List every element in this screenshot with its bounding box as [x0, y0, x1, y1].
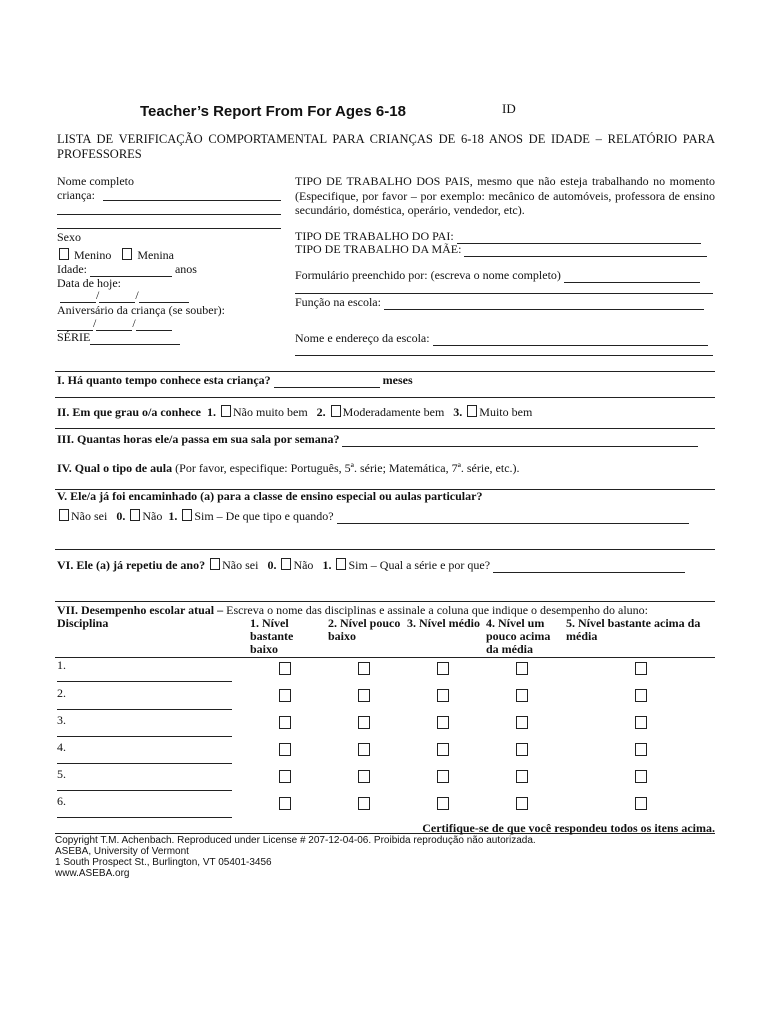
divider	[55, 371, 715, 372]
q6-field[interactable]	[493, 562, 685, 573]
question-5-options: Não sei 0. Não 1. Sim – De que tipo e quando?	[57, 509, 689, 524]
rating-checkbox-row6-col1[interactable]	[279, 797, 291, 810]
funcao-field[interactable]	[384, 299, 704, 310]
q2-option-3-checkbox[interactable]	[467, 405, 477, 417]
rating-checkbox-row2-col3[interactable]	[437, 689, 449, 702]
rating-checkbox-row6-col3[interactable]	[437, 797, 449, 810]
preenchido-field[interactable]	[564, 272, 700, 283]
subject-field[interactable]	[57, 817, 232, 818]
data-hoje-field[interactable]: / /	[60, 288, 189, 303]
rating-checkbox-row4-col4[interactable]	[516, 743, 528, 756]
col-nivel-3: 3. Nível médio	[407, 616, 480, 630]
performance-title: VII. Desempenho escolar atual – Escreva o nome das disciplinas e assinale a coluna que indique o desempenho do aluno:	[57, 603, 648, 617]
rating-checkbox-row3-col3[interactable]	[437, 716, 449, 729]
preenchido-extra-line[interactable]	[295, 293, 713, 294]
mae-field[interactable]	[464, 246, 707, 257]
col-nivel-4: 4. Nível um pouco acima da média	[486, 616, 551, 656]
rating-checkbox-row6-col2[interactable]	[358, 797, 370, 810]
escola-field[interactable]	[433, 335, 708, 346]
rating-checkbox-row1-col4[interactable]	[516, 662, 528, 675]
idade-label: Idade:	[57, 262, 87, 276]
q5-field[interactable]	[337, 513, 689, 524]
menina-label: Menina	[137, 248, 174, 262]
preenchido-label: Formulário preenchido por: (escreva o nome completo)	[295, 268, 561, 282]
divider	[55, 428, 715, 429]
nome-label: Nome completo	[57, 174, 134, 188]
name-field-line-3[interactable]	[57, 228, 281, 229]
subject-field[interactable]	[57, 763, 232, 764]
aniversario-field[interactable]: / /	[57, 316, 172, 331]
subject-field[interactable]	[57, 681, 232, 682]
anos-label: anos	[174, 262, 197, 276]
rating-checkbox-row4-col5[interactable]	[635, 743, 647, 756]
subject-field[interactable]	[57, 709, 232, 710]
name-field-line-1[interactable]	[103, 200, 281, 201]
divider	[55, 397, 715, 398]
question-3: III. Quantas horas ele/a passa em sua sala por semana?	[57, 432, 698, 447]
form-subtitle: LISTA DE VERIFICAÇÃO COMPORTAMENTAL PARA CRIANÇAS DE 6-18 ANOS DE IDADE – RELATÓRIO PARA PROFESSORES	[57, 132, 715, 161]
footer-copyright: Copyright T.M. Achenbach. Reproduced under License # 207-12-04-06. Proibida reprodução não autorizada.	[55, 835, 536, 846]
funcao-row	[295, 295, 704, 310]
subject-field[interactable]	[57, 790, 232, 791]
col-nivel-2: 2. Nível pouco baixo	[328, 616, 401, 643]
menina-checkbox[interactable]	[122, 248, 132, 260]
q6-sim-checkbox[interactable]	[336, 558, 346, 570]
rating-checkbox-row3-col1[interactable]	[279, 716, 291, 729]
footer-org: ASEBA, University of Vermont	[55, 846, 189, 857]
id-label: ID	[502, 101, 516, 116]
question-5: V. Ele/a já foi encaminhado (a) para a classe de ensino especial ou aulas particular?	[57, 489, 483, 503]
rating-checkbox-row5-col1[interactable]	[279, 770, 291, 783]
rating-checkbox-row4-col2[interactable]	[358, 743, 370, 756]
certify-note: Certifique-se de que você respondeu todos os itens acima.	[422, 821, 715, 835]
menino-label: Menino	[74, 248, 112, 262]
idade-row	[57, 262, 197, 277]
rating-checkbox-row5-col2[interactable]	[358, 770, 370, 783]
question-6: VI. Ele (a) já repetiu de ano? Não sei 0. Não 1. Sim – Qual a série e por que?	[57, 558, 685, 573]
question-4: IV. Qual o tipo de aula (Por favor, especifique: Português, 5ª. série; Matemática, 7ª. série, etc.).	[57, 461, 520, 475]
form-title: Teacher’s Report From For Ages 6-18	[140, 103, 406, 120]
table-row-label: 3.	[57, 713, 66, 727]
rating-checkbox-row5-col5[interactable]	[635, 770, 647, 783]
funcao-label: Função na escola:	[295, 295, 381, 309]
mae-row	[295, 242, 707, 257]
q5-sim-checkbox[interactable]	[182, 509, 192, 521]
sexo-label: Sexo	[57, 230, 81, 244]
name-field-line-2[interactable]	[57, 214, 281, 215]
q6-nao-checkbox[interactable]	[281, 558, 291, 570]
rating-checkbox-row3-col2[interactable]	[358, 716, 370, 729]
rating-checkbox-row1-col2[interactable]	[358, 662, 370, 675]
table-row-label: 5.	[57, 767, 66, 781]
divider	[55, 549, 715, 550]
footer-address: 1 South Prospect St., Burlington, VT 05401-3456	[55, 857, 272, 868]
rating-checkbox-row1-col5[interactable]	[635, 662, 647, 675]
divider	[55, 657, 715, 658]
question-2: II. Em que grau o/a conhece 1. Não muito bem 2. Moderadamente bem 3. Muito bem	[57, 405, 533, 419]
mae-label: TIPO DE TRABALHO DA MÃE:	[295, 242, 462, 256]
menino-checkbox[interactable]	[59, 248, 69, 260]
q2-option-1-checkbox[interactable]	[221, 405, 231, 417]
col-disciplina: Disciplina	[57, 616, 109, 630]
table-row-label: 2.	[57, 686, 66, 700]
footer	[55, 835, 536, 879]
footer-web: www.ASEBA.org	[55, 868, 130, 879]
col-nivel-1: 1. Nível bastante baixo	[250, 616, 294, 656]
rating-checkbox-row1-col1[interactable]	[279, 662, 291, 675]
rating-checkbox-row5-col4[interactable]	[516, 770, 528, 783]
q1-field[interactable]	[274, 377, 380, 388]
rating-checkbox-row2-col2[interactable]	[358, 689, 370, 702]
serie-field[interactable]	[90, 334, 180, 345]
serie-label: SÉRIE	[57, 330, 91, 344]
divider	[55, 601, 715, 602]
rating-checkbox-row6-col5[interactable]	[635, 797, 647, 810]
serie-row	[57, 330, 180, 345]
escola-label: Nome e endereço da escola:	[295, 331, 430, 345]
table-row-label: 4.	[57, 740, 66, 754]
rating-checkbox-row3-col4[interactable]	[516, 716, 528, 729]
rating-checkbox-row2-col5[interactable]	[635, 689, 647, 702]
q3-field[interactable]	[342, 436, 698, 447]
q2-option-2-checkbox[interactable]	[331, 405, 341, 417]
q6-nao-sei-checkbox[interactable]	[210, 558, 220, 570]
table-row-label: 1.	[57, 658, 66, 672]
question-1: I. Há quanto tempo conhece esta criança? meses	[57, 373, 413, 387]
rating-checkbox-row5-col3[interactable]	[437, 770, 449, 783]
aniversario-label: Aniversário da criança (se souber):	[57, 303, 225, 317]
tipo-trabalho-text: TIPO DE TRABALHO DOS PAIS, mesmo que não esteja trabalhando no momento (Especifique, por favor – por exemplo: mecânico de automóveis, professora de ensino secundário, doméstica, operário, vendedor, etc).	[295, 174, 715, 217]
crianca-label: criança:	[57, 188, 95, 202]
rating-checkbox-row4-col1[interactable]	[279, 743, 291, 756]
rating-checkbox-row3-col5[interactable]	[635, 716, 647, 729]
rating-checkbox-row4-col3[interactable]	[437, 743, 449, 756]
sex-options	[57, 248, 174, 263]
escola-extra-line[interactable]	[295, 355, 713, 356]
escola-row	[295, 331, 708, 346]
data-hoje-label: Data de hoje:	[57, 276, 121, 290]
subject-field[interactable]	[57, 736, 232, 737]
rating-checkbox-row6-col4[interactable]	[516, 797, 528, 810]
pai-label: TIPO DE TRABALHO DO PAI:	[295, 229, 454, 243]
q5-nao-sei-checkbox[interactable]	[59, 509, 69, 521]
preenchido-row	[295, 268, 700, 283]
rating-checkbox-row2-col4[interactable]	[516, 689, 528, 702]
q5-nao-checkbox[interactable]	[130, 509, 140, 521]
rating-checkbox-row1-col3[interactable]	[437, 662, 449, 675]
table-row-label: 6.	[57, 794, 66, 808]
col-nivel-5: 5. Nível bastante acima da média	[566, 616, 701, 643]
rating-checkbox-row2-col1[interactable]	[279, 689, 291, 702]
